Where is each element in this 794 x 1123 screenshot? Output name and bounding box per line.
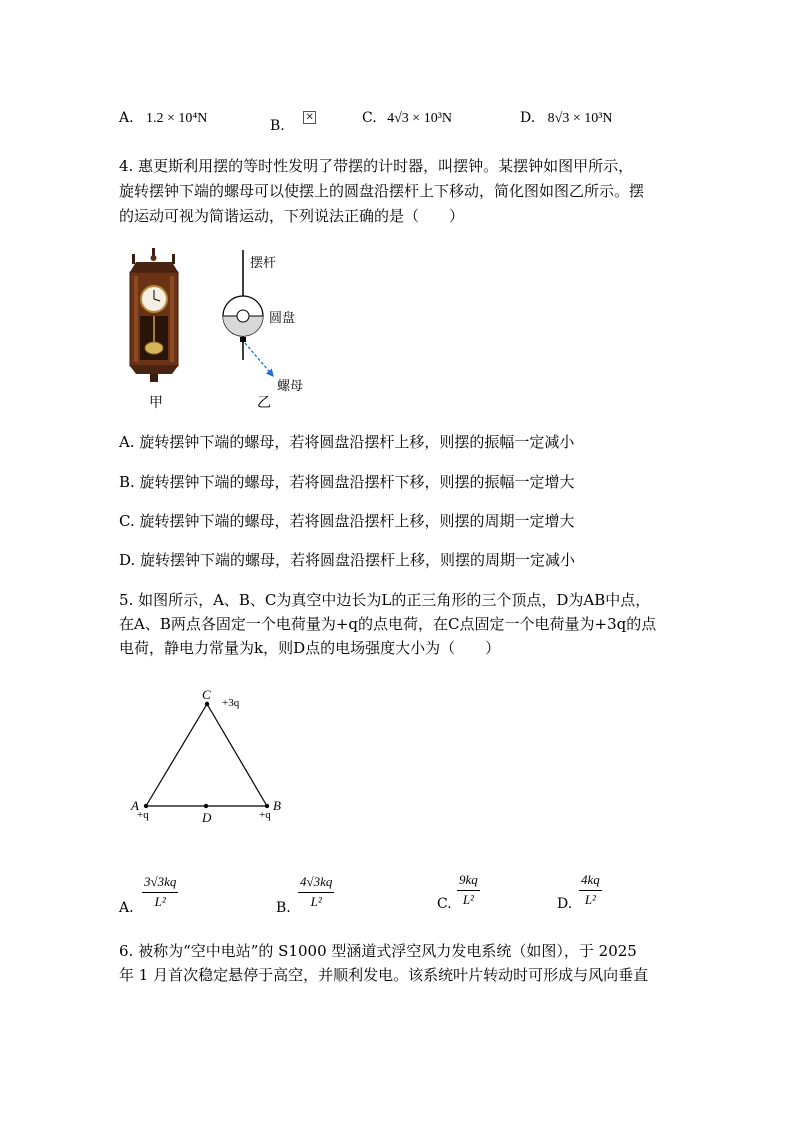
- q4-stem-line-1: 4. 惠更斯利用摆的等时性发明了带摆的计时器，叫摆钟。某摆钟如图甲所示，: [119, 157, 634, 175]
- point-a: [144, 804, 148, 808]
- figure-label-disk: 圆盘: [269, 310, 296, 325]
- charge-label-b: +q: [259, 809, 271, 821]
- q3-option-a-label: A.: [119, 110, 134, 126]
- broken-image-icon: ✕: [303, 111, 316, 124]
- q3-option-c-label: C.: [362, 110, 377, 126]
- pendulum-nut: [240, 337, 246, 342]
- q5-option-b-label: B.: [276, 900, 291, 916]
- q4-stem-line-2: 旋转摆钟下端的螺母可以使摆上的圆盘沿摆杆上下移动，简化图如图乙所示。摆: [119, 182, 645, 200]
- figure-label-jia: 甲: [149, 396, 163, 411]
- q4-option-a: A. 旋转摆钟下端的螺母，若将圆盘沿摆杆上移，则摆的振幅一定减小: [119, 433, 575, 451]
- q5-option-a-label: A.: [119, 900, 134, 916]
- q3-option-c-value: 4√3 × 10³N: [387, 111, 453, 126]
- q5-option-c-numerator: 9kq: [457, 870, 480, 891]
- q5-option-d-denominator: L²: [584, 892, 596, 907]
- q5-option-c-denominator: L²: [462, 892, 474, 907]
- charge-label-a: +q: [137, 809, 149, 821]
- pendulum-clock-image: [124, 246, 184, 386]
- q5-stem-line-3: 电荷，静电力常量为k，则D点的电场强度大小为（ ）: [119, 639, 501, 657]
- q3-option-d-value: 8√3 × 10³N: [547, 111, 613, 126]
- q5-option-b-fraction: [298, 872, 334, 911]
- vertex-label-c: C: [202, 687, 211, 702]
- q6-stem-line-2: 年 1 月首次稳定悬停于高空，并顺利发电。该系统叶片转动时可形成与风向垂直: [119, 966, 649, 984]
- figure-label-yi: 乙: [257, 396, 271, 411]
- q4-option-c: C. 旋转摆钟下端的螺母，若将圆盘沿摆杆上移，则摆的周期一定增大: [119, 512, 575, 530]
- side-ca: [146, 704, 207, 806]
- q3-option-a-value: 1.2 × 10⁴N: [146, 111, 208, 126]
- q3-option-b-label: B.: [270, 118, 285, 134]
- q4-option-b: B. 旋转摆钟下端的螺母，若将圆盘沿摆杆下移，则摆的振幅一定增大: [119, 473, 575, 491]
- q5-option-d-numerator: 4kq: [579, 870, 602, 891]
- q5-stem-line-1: 5. 如图所示，A、B、C为真空中边长为L的正三角形的三个顶点，D为AB中点，: [119, 591, 651, 609]
- q4-stem-line-3: 的运动可视为简谐运动，下列说法正确的是（ ）: [119, 207, 465, 225]
- point-label-d: D: [202, 810, 212, 825]
- vertex-label-b: B: [273, 798, 281, 813]
- q5-stem-line-2: 在A、B两点各固定一个电荷量为+q的点电荷，在C点固定一个电荷量为+3q的点: [119, 615, 657, 633]
- q5-option-a-numerator: 3√3kq: [142, 872, 178, 893]
- q3-option-a: [119, 110, 207, 127]
- q5-option-c-fraction: [457, 870, 480, 909]
- q3-option-b: [270, 108, 316, 134]
- q5-option-b-denominator: L²: [310, 894, 322, 909]
- q5-option-b-numerator: 4√3kq: [298, 872, 334, 893]
- q3-option-d-label: D.: [520, 110, 536, 126]
- point-d: [204, 804, 208, 808]
- charge-label-c: +3q: [222, 697, 240, 709]
- q5-option-a-fraction: [142, 872, 178, 911]
- point-b: [265, 804, 269, 808]
- figure-label-nut: 螺母: [277, 378, 304, 393]
- q3-option-c: [362, 110, 452, 127]
- side-cb: [207, 704, 267, 806]
- vertex-label-a: A: [131, 798, 139, 813]
- q3-option-d: [520, 110, 613, 127]
- q5-option-d-label: D.: [557, 896, 573, 912]
- figure-label-rod: 摆杆: [250, 255, 277, 270]
- q5-option-a-denominator: L²: [154, 894, 166, 909]
- q5-option-c-label: C.: [437, 896, 452, 912]
- q6-stem-line-1: 6. 被称为“空中电站”的 S1000 型涵道式浮空风力发电系统（如图），于 2025: [119, 942, 637, 960]
- q5-option-d-fraction: [579, 870, 602, 909]
- q4-option-d: D. 旋转摆钟下端的螺母，若将圆盘沿摆杆上移，则摆的周期一定减小: [119, 551, 576, 569]
